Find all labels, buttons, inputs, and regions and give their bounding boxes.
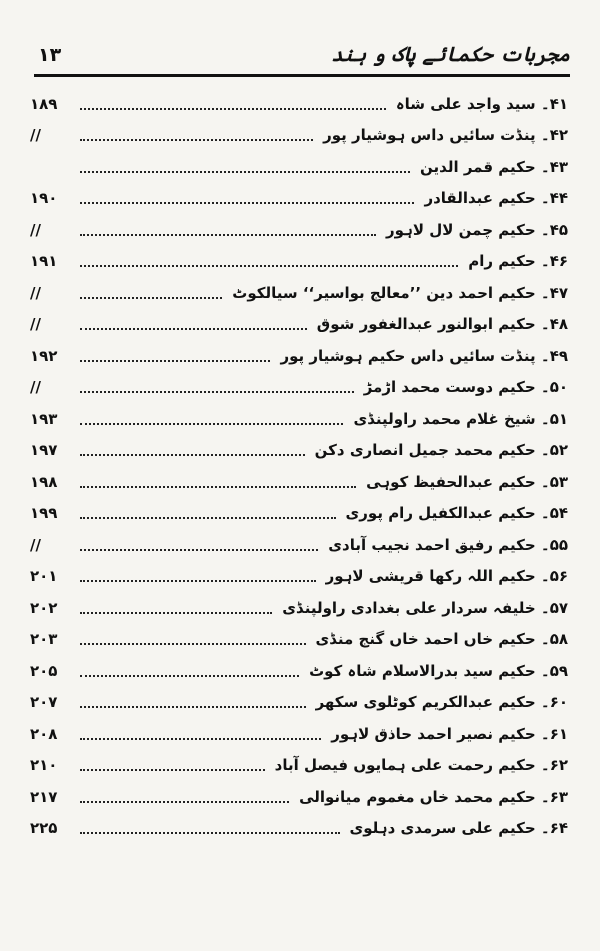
toc-entry (30, 309, 568, 341)
dot-leader (80, 108, 386, 110)
entry-page-number: // (30, 378, 41, 397)
entry-title: ۴۹۔ پنڈت سائیں داس حکیم ہوشیار پور (280, 346, 568, 365)
entry-page-number: ۲۱۰ (30, 756, 58, 775)
entry-title: ۶۳۔ حکیم محمد خاں مغموم میانوالی (299, 787, 568, 806)
dot-leader (80, 391, 354, 393)
dot-leader (80, 675, 299, 677)
toc-entry (30, 214, 568, 246)
entry-title: ۵۵۔ حکیم رفیق احمد نجیب آبادی (328, 535, 568, 554)
dot-leader (80, 580, 316, 582)
toc-entry (30, 435, 568, 467)
entry-title: ۴۳۔ حکیم قمر الدین (420, 157, 568, 176)
entry-title: ۴۶۔ حکیم رام (468, 252, 568, 271)
entry-page-number: // (30, 220, 41, 239)
entry-title: ۴۲۔ پنڈت سائیں داس ہوشیار پور (323, 126, 568, 145)
toc-entry (30, 592, 568, 624)
entry-title: ۶۲۔ حکیم رحمت علی ہمایوں فیصل آباد (274, 756, 568, 775)
entry-page-number: ۲۰۸ (30, 724, 58, 743)
entry-page-number: ۱۹۸ (30, 472, 58, 491)
entry-page-number: ۲۰۲ (30, 598, 58, 617)
entry-title: ۴۷۔ حکیم احمد دین ’’معالج بواسیر‘‘ سیالکوٹ (232, 283, 568, 302)
toc-entry (30, 246, 568, 278)
entry-title: ۶۱۔ حکیم نصیر احمد حاذق لاہور (331, 724, 568, 743)
dot-leader (80, 832, 340, 834)
page-number: ۱۳ (38, 44, 62, 66)
dot-leader (80, 801, 289, 803)
toc-entry (30, 88, 568, 120)
toc-entry (30, 277, 568, 309)
entry-page-number: ۲۲۵ (30, 819, 58, 838)
toc-entry (30, 687, 568, 719)
entry-page-number: ۱۹۷ (30, 441, 58, 460)
dot-leader (80, 486, 356, 488)
entry-title: ۵۶۔ حکیم اللہ رکھا قریشی لاہور (325, 567, 568, 586)
entry-title: ۵۳۔ حکیم عبدالحفیظ کوہی (366, 472, 568, 491)
toc-entry (30, 813, 568, 845)
entry-page-number: // (30, 315, 41, 334)
entry-page-number: // (30, 126, 41, 145)
toc-entry (30, 718, 568, 750)
entry-page-number: ۲۰۱ (30, 567, 58, 586)
toc-entry (30, 624, 568, 656)
entry-title: ۵۸۔ حکیم خاں احمد خاں گنج منڈی (315, 630, 568, 649)
toc-entry (30, 120, 568, 152)
entry-title: ۴۵۔ حکیم چمن لال لاہور (386, 220, 568, 239)
page-header (30, 38, 574, 72)
dot-leader (80, 612, 272, 614)
entry-page-number: // (30, 535, 41, 554)
dot-leader (80, 423, 343, 425)
dot-leader (80, 517, 336, 519)
dot-leader (80, 297, 222, 299)
entry-page-number: ۱۹۱ (30, 252, 58, 271)
toc-entry (30, 561, 568, 593)
toc-entry (30, 750, 568, 782)
entry-page-number: ۱۹۹ (30, 504, 58, 523)
toc-entry (30, 781, 568, 813)
toc-entry (30, 340, 568, 372)
dot-leader (80, 643, 306, 645)
dot-leader (80, 454, 305, 456)
entry-title: ۵۷۔ خلیفہ سردار علی بغدادی راولپنڈی (282, 598, 568, 617)
toc-entry (30, 466, 568, 498)
toc-entry (30, 403, 568, 435)
dot-leader (80, 202, 414, 204)
dot-leader (80, 769, 265, 771)
entry-page-number: // (30, 283, 41, 302)
entry-page-number: ۲۰۷ (30, 693, 58, 712)
toc-entry (30, 498, 568, 530)
dot-leader (80, 360, 270, 362)
entry-page-number: ۱۹۰ (30, 189, 58, 208)
entry-page-number: ۲۰۵ (30, 661, 58, 680)
toc-entry (30, 655, 568, 687)
dot-leader (80, 234, 376, 236)
dot-leader (80, 328, 307, 330)
entry-title: ۶۰۔ حکیم عبدالکریم کوٹلوی سکھر (315, 693, 568, 712)
entry-title: ۶۴۔ حکیم علی سرمدی دہلوی (349, 819, 568, 838)
entry-page-number: ۱۸۹ (30, 94, 58, 113)
toc-entry (30, 529, 568, 561)
entry-title: ۴۸۔ حکیم ابوالنور عبدالغفور شوق (316, 315, 568, 334)
entry-title: ۴۱۔ سید واجد علی شاہ (395, 94, 568, 113)
dot-leader (80, 265, 458, 267)
entry-page-number: ۱۹۲ (30, 346, 58, 365)
entry-title: ۵۲۔ حکیم محمد جمیل انصاری دکن (314, 441, 568, 460)
dot-leader (80, 738, 321, 740)
header-rule (34, 74, 570, 77)
toc-entry (30, 183, 568, 215)
entry-title: ۵۱۔ شیخ غلام محمد راولپنڈی (353, 409, 568, 428)
running-title: مجربات حکمائے پاک و ہند (331, 42, 570, 66)
entry-title: ۴۴۔ حکیم عبدالقادر (424, 189, 568, 208)
entry-title: ۵۰۔ حکیم دوست محمد اڑمڑ (363, 378, 568, 397)
entry-page-number: ۱۹۳ (30, 409, 58, 428)
dot-leader (80, 171, 410, 173)
entry-title: ۵۴۔ حکیم عبدالکفیل رام پوری (345, 504, 568, 523)
dot-leader (80, 706, 306, 708)
entry-title: ۵۹۔ حکیم سید بدرالاسلام شاہ کوٹ (309, 661, 568, 680)
entry-page-number: ۲۱۷ (30, 787, 58, 806)
table-of-contents (30, 88, 568, 844)
toc-entry (30, 151, 568, 183)
dot-leader (80, 549, 318, 551)
entry-page-number: ۲۰۳ (30, 630, 58, 649)
toc-entry (30, 372, 568, 404)
dot-leader (80, 139, 313, 141)
